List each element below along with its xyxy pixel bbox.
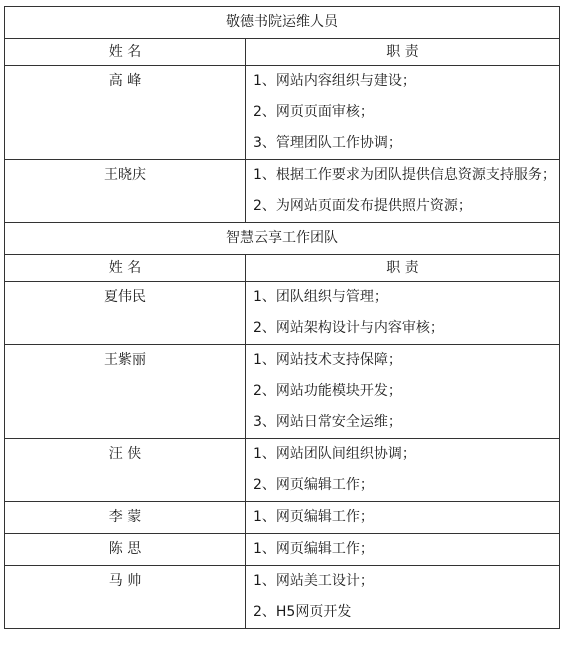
duty-item: 3、网站日常安全运维； — [253, 414, 402, 430]
person-name: 陈 思 — [108, 541, 142, 557]
person-name-cell — [5, 566, 246, 629]
header-name-cell — [5, 39, 246, 66]
duty-item: 3、管理团队工作协调； — [253, 135, 402, 151]
table-row — [5, 502, 560, 534]
person-duties-cell — [246, 534, 560, 566]
person-name: 马 帅 — [108, 573, 142, 589]
person-name-cell — [5, 534, 246, 566]
duty-item: 2、网站功能模块开发； — [253, 383, 402, 399]
duty-item: 1、团队组织与管理； — [253, 289, 388, 305]
person-duties-cell — [246, 502, 560, 534]
section2-title-row — [5, 223, 560, 255]
duty-item: 1、网站内容组织与建设； — [253, 73, 416, 89]
header-duty-label: 职 责 — [386, 44, 419, 60]
header-duty-cell — [246, 39, 560, 66]
person-duties-cell — [246, 282, 560, 345]
staff-table — [4, 6, 560, 629]
person-name: 王紫丽 — [104, 352, 146, 368]
table-body — [5, 7, 560, 629]
table-row — [5, 345, 560, 439]
person-duties-cell — [246, 345, 560, 439]
duty-item: 2、网页页面审核； — [253, 104, 374, 120]
person-name: 汪 侠 — [108, 446, 142, 462]
duty-item: 1、网站美工设计； — [253, 573, 374, 589]
person-duties-cell — [246, 160, 560, 223]
person-name: 王晓庆 — [104, 167, 146, 183]
duty-item: 1、根据工作要求为团队提供信息资源支持服务； — [253, 167, 556, 183]
duty-item: 1、网站技术支持保障； — [253, 352, 402, 368]
duty-item: 2、网站架构设计与内容审核； — [253, 320, 444, 336]
table-row — [5, 566, 560, 629]
duty-item: 1、网页编辑工作； — [253, 509, 374, 525]
person-duties-cell — [246, 439, 560, 502]
section-title: 敬德书院运维人员 — [226, 14, 338, 30]
header-name-cell — [5, 255, 246, 282]
header-duty-cell — [246, 255, 560, 282]
section1-header-row — [5, 39, 560, 66]
section-title-cell — [5, 223, 560, 255]
person-name-cell — [5, 66, 246, 160]
header-name-label: 姓 名 — [108, 44, 142, 60]
person-name: 夏伟民 — [104, 289, 146, 305]
duty-item: 2、网页编辑工作； — [253, 477, 374, 493]
section2-header-row — [5, 255, 560, 282]
section-title-cell — [5, 7, 560, 39]
section-title: 智慧云享工作团队 — [226, 230, 338, 246]
duty-item: 2、为网站页面发布提供照片资源； — [253, 198, 472, 214]
person-duties-cell — [246, 66, 560, 160]
person-name-cell — [5, 282, 246, 345]
table-row — [5, 160, 560, 223]
header-name-label: 姓 名 — [108, 260, 142, 276]
header-duty-label: 职 责 — [386, 260, 419, 276]
person-name-cell — [5, 345, 246, 439]
person-name: 高 峰 — [108, 73, 142, 89]
table-row — [5, 439, 560, 502]
duty-item: 1、网站团队间组织协调； — [253, 446, 416, 462]
duty-item: 1、网页编辑工作； — [253, 541, 374, 557]
table-row — [5, 282, 560, 345]
person-name-cell — [5, 439, 246, 502]
person-name-cell — [5, 502, 246, 534]
table-row — [5, 66, 560, 160]
duty-item: 2、H5网页开发 — [253, 604, 352, 620]
section1-title-row — [5, 7, 560, 39]
person-name: 李 蒙 — [108, 509, 142, 525]
person-duties-cell — [246, 566, 560, 629]
table-row — [5, 534, 560, 566]
person-name-cell — [5, 160, 246, 223]
